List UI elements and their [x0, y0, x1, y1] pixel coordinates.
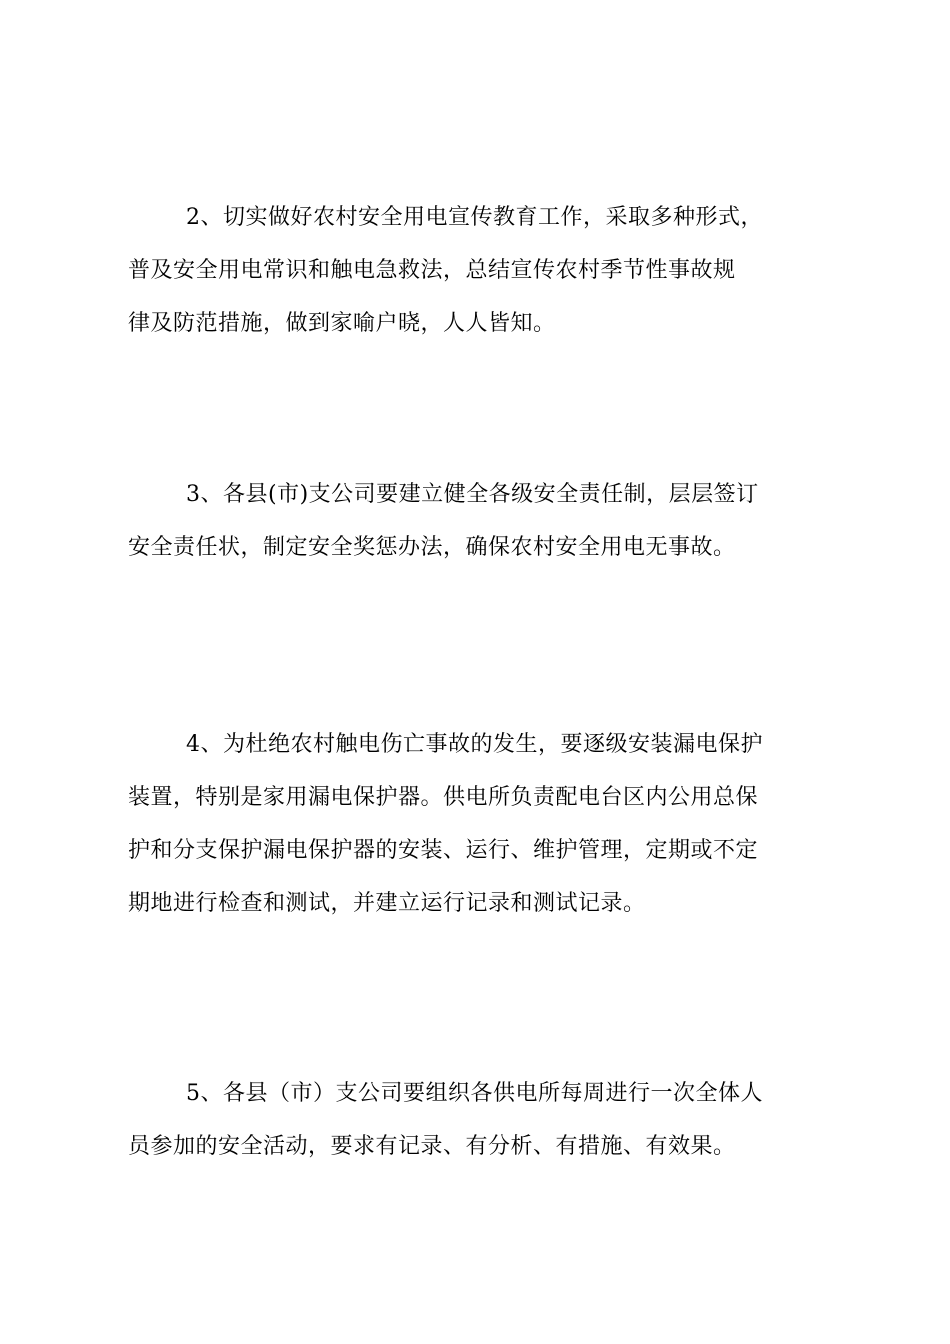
paragraph-line: 5、各县（市）支公司要组织各供电所每周进行一次全体人 [186, 1081, 763, 1106]
paragraph-item-4 [128, 734, 822, 915]
paragraph-item-2 [128, 207, 822, 335]
paragraph-line: 3、各县(市)支公司要建立健全各级安全责任制，层层签订 [186, 482, 759, 507]
paragraph-line: 4、为杜绝农村触电伤亡事故的发生，要逐级安装漏电保护 [186, 732, 763, 757]
paragraph-line: 2、切实做好农村安全用电宣传教育工作，采取多种形式， [186, 205, 763, 230]
paragraph-line: 普及安全用电常识和触电急救法，总结宣传农村季节性事故规 [128, 258, 736, 283]
paragraph-line: 装置，特别是家用漏电保护器。供电所负责配电台区内公用总保 [128, 785, 759, 810]
paragraph-line: 员参加的安全活动，要求有记录、有分析、有措施、有效果。 [128, 1134, 736, 1159]
paragraph-line: 护和分支保护漏电保护器的安装、运行、维护管理，定期或不定 [128, 838, 759, 863]
paragraph-line: 期地进行检查和测试，并建立运行记录和测试记录。 [128, 891, 646, 916]
paragraph-line: 安全责任状，制定安全奖惩办法，确保农村安全用电无事故。 [128, 535, 736, 560]
paragraph-item-3 [128, 484, 822, 559]
paragraph-item-5 [128, 1083, 822, 1158]
paragraph-line: 律及防范措施，做到家喻户晓，人人皆知。 [128, 311, 556, 336]
